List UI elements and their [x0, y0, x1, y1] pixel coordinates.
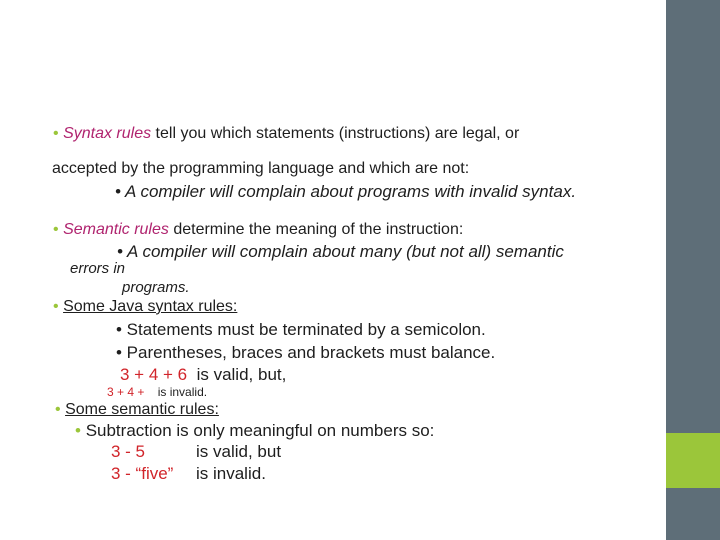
syntax-rules-line — [53, 126, 519, 142]
semantic-rules-heading — [55, 402, 219, 418]
compiler-semantic-note-end: programs. — [122, 279, 190, 296]
invalid-expression: 3 + 4 + — [107, 385, 145, 399]
rule-balance: • Parentheses, braces and brackets must balance. — [116, 343, 496, 362]
valid-label: is valid, but, — [196, 365, 287, 384]
valid-expression: 3 + 4 + 6 — [120, 365, 188, 384]
compiler-semantic-note-cont: errors in — [70, 260, 126, 277]
invalid-label: is invalid. — [157, 385, 208, 399]
numeric-example — [111, 443, 281, 460]
sidebar-top-bar — [666, 0, 720, 433]
compiler-semantic-note: • A compiler will complain about many (but not all) semantic — [117, 242, 564, 261]
bullet: • — [53, 298, 59, 315]
subtraction-line — [75, 422, 434, 439]
bullet: • — [75, 421, 81, 440]
semantic-rules-heading-text: Some semantic rules: — [65, 401, 219, 418]
compiler-syntax-note: • A compiler will complain about programs with invalid syntax. — [115, 182, 577, 201]
sidebar-accent-block — [666, 433, 720, 488]
semantic-rules-term: Semantic rules — [63, 221, 169, 238]
syntax-rules-text: tell you which statements (instructions) are legal, or — [151, 125, 520, 142]
syntax-rules-continuation: accepted by the programming language and which are not: — [52, 160, 470, 177]
syntax-rules-term: Syntax rules — [63, 125, 152, 142]
valid-example — [120, 366, 286, 383]
semantic-rules-text: determine the meaning of the instruction: — [168, 221, 464, 238]
sidebar-bottom-bar — [666, 488, 720, 540]
java-syntax-heading — [53, 299, 237, 315]
java-syntax-heading-text: Some Java syntax rules: — [63, 298, 238, 315]
rule-semicolon: • Statements must be terminated by a semicolon. — [116, 320, 486, 339]
string-label: is invalid. — [196, 464, 266, 483]
semantic-rules-line — [53, 222, 463, 238]
subtraction-text: Subtraction is only meaningful on numbers so: — [85, 421, 435, 440]
invalid-example — [107, 386, 207, 398]
numeric-label: is valid, but — [196, 442, 282, 461]
bullet: • — [53, 125, 59, 142]
bullet: • — [53, 221, 59, 238]
string-expression: 3 - “five” — [111, 464, 174, 483]
numeric-expression: 3 - 5 — [111, 442, 146, 461]
string-example — [111, 465, 266, 482]
slide-sidebar — [666, 0, 720, 540]
bullet: • — [55, 401, 61, 418]
